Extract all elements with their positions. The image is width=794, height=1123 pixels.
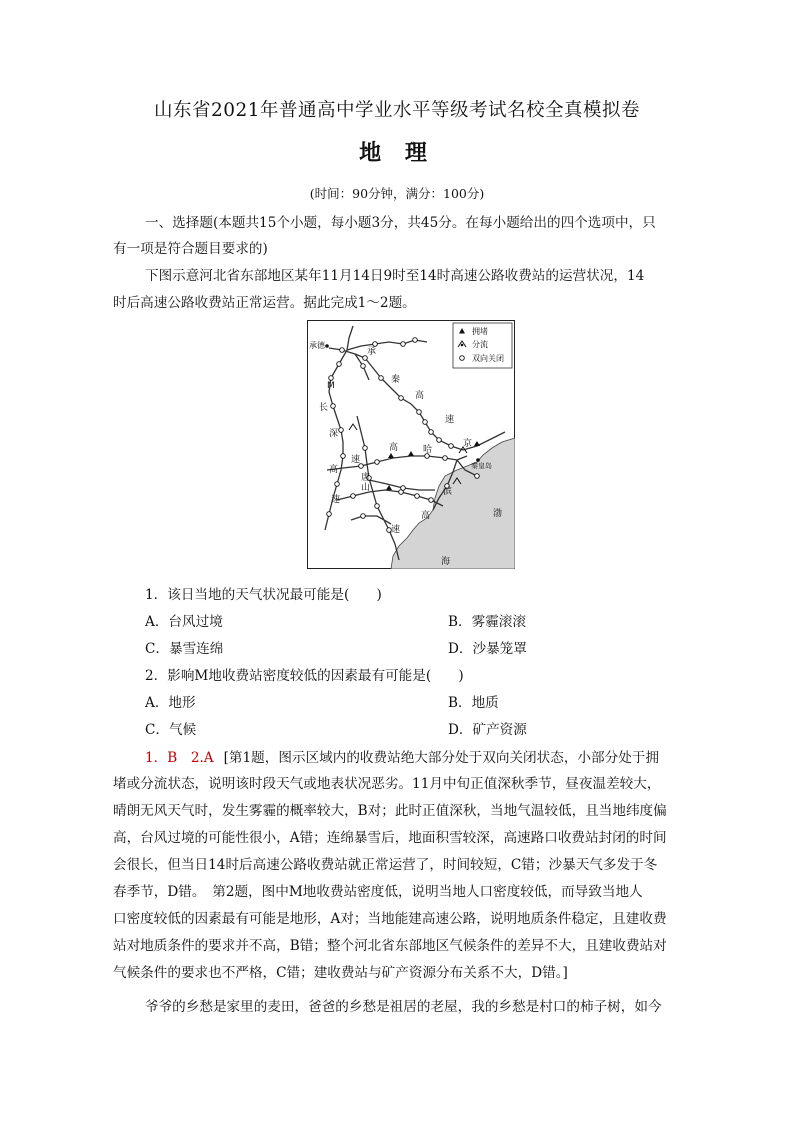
q2-option-a: A．地形	[145, 695, 196, 711]
answer-line-5: 会很长，但当日14时后高速公路收费站就正常运营了，时间较短，C错；沙暴天气多发于冬	[113, 857, 658, 873]
answer-line-8: 站对地质条件的要求并不高，B错；整个河北省东部地区气候条件的差异不大，且建收费站对	[113, 938, 667, 954]
answer-text-1: [第1题，图示区域内的收费站绝大部分处于双向关闭状态，小部分处于拥	[223, 750, 659, 766]
question-2-stem: 2．影响M地收费站密度较低的因素最有可能是( )	[145, 668, 464, 684]
label-ha: 哈	[423, 445, 433, 455]
label-gao-1: 高	[415, 391, 425, 401]
q1-option-c: C．暴雪连绵	[145, 641, 224, 657]
q1-option-b: B．雾霾滚滚	[448, 614, 526, 630]
chengde-city-dot	[325, 344, 329, 348]
intro-line-1: 下图示意河北省东部地区某年11月14日9时至14时高速公路收费站的运营状况，14	[145, 268, 645, 284]
label-bo: 渤	[493, 509, 503, 519]
q2-option-d: D．矿产资源	[448, 722, 527, 738]
closed-icon	[460, 356, 465, 361]
section-instruction-1: 一、选择题(本题共15个小题，每小题3分，共45分。在每小题给出的四个选项中，只	[145, 215, 656, 231]
label-jing: 京	[463, 439, 473, 449]
time-info: (时间：90分钟，满分：100分)	[309, 186, 485, 201]
next-passage-line-1: 爷爷的乡愁是家里的麦田，爸爸的乡愁是祖居的老屋，我的乡愁是村口的柿子树，如今	[145, 999, 662, 1015]
label-qinhuangdao: 秦皇岛	[471, 462, 492, 470]
label-gao-3: 高	[329, 465, 339, 475]
q2-option-b: B．地质	[448, 695, 499, 711]
label-bin: 滨	[443, 487, 453, 497]
label-qin: 秦	[391, 375, 401, 385]
q1-option-a: A．台风过境	[145, 614, 223, 630]
answer-line-9: 气候条件的要求也不严格，C错；建收费站与矿产资源分布关系不大，D错。]	[113, 965, 568, 981]
answer-line-7: 口密度较低的因素最有可能是地形，A对；当地能建高速公路，说明地质条件稳定，且建收费	[113, 911, 667, 927]
paper-title: 山东省2021年普通高中学业水平等级考试名校全真模拟卷	[153, 100, 641, 121]
label-cheng: 承	[367, 347, 377, 357]
label-chengde: 承德	[309, 341, 325, 350]
label-shan: 山	[361, 483, 371, 493]
subject-title: 地 理	[359, 140, 435, 166]
q2-option-c: C．气候	[145, 722, 197, 738]
label-su-3: 速	[331, 495, 341, 505]
label-su-4: 速	[391, 525, 401, 535]
section-instruction-2: 有一项是符合题目要求的)	[113, 241, 268, 257]
label-shen: 深	[329, 429, 339, 439]
legend-congestion: 拥堵	[472, 327, 488, 336]
answer-line-6: 春季节，D错。 第2题，图中M地收费站密度低，说明当地人口密度较低，而导致当地人	[113, 884, 643, 900]
answer-key: 1．B 2.A	[145, 750, 214, 766]
q1-option-d: D．沙暴笼罩	[448, 641, 527, 657]
answer-line-4: 高，台风过境的可能性很小，A错；连绵暴雪后，地面积雪较深，高速路口收费站封闭的时间	[113, 830, 667, 846]
label-chang: 长	[319, 403, 329, 413]
legend-diversion: 分流	[472, 340, 488, 349]
label-gao-4: 高	[421, 511, 431, 521]
label-su-1: 速	[445, 415, 455, 425]
label-hai: 海	[441, 557, 451, 567]
highway-map	[307, 320, 515, 569]
label-gao-2: 高	[389, 443, 399, 453]
answer-line-1	[145, 746, 659, 766]
label-tang: 唐	[361, 473, 371, 483]
legend-closed: 双向关闭	[472, 354, 504, 363]
question-1-stem: 1．该日当地的天气状况最可能是( )	[145, 587, 382, 603]
label-M: M	[327, 381, 335, 391]
answer-line-2: 堵或分流状态，说明该时段天气或地表状况恶劣。11月中旬正值深秋季节，昼夜温差较大，	[113, 776, 661, 792]
label-su-2: 速	[351, 455, 361, 465]
intro-line-2: 时后高速公路收费站正常运营。据此完成1～2题。	[113, 295, 416, 311]
answer-line-3: 晴朗无风天气时，发生雾霾的概率较大，B对；此时正值深秋，当地气温较低，且当地纬度偏	[113, 803, 667, 819]
diversion-dot	[461, 344, 464, 347]
